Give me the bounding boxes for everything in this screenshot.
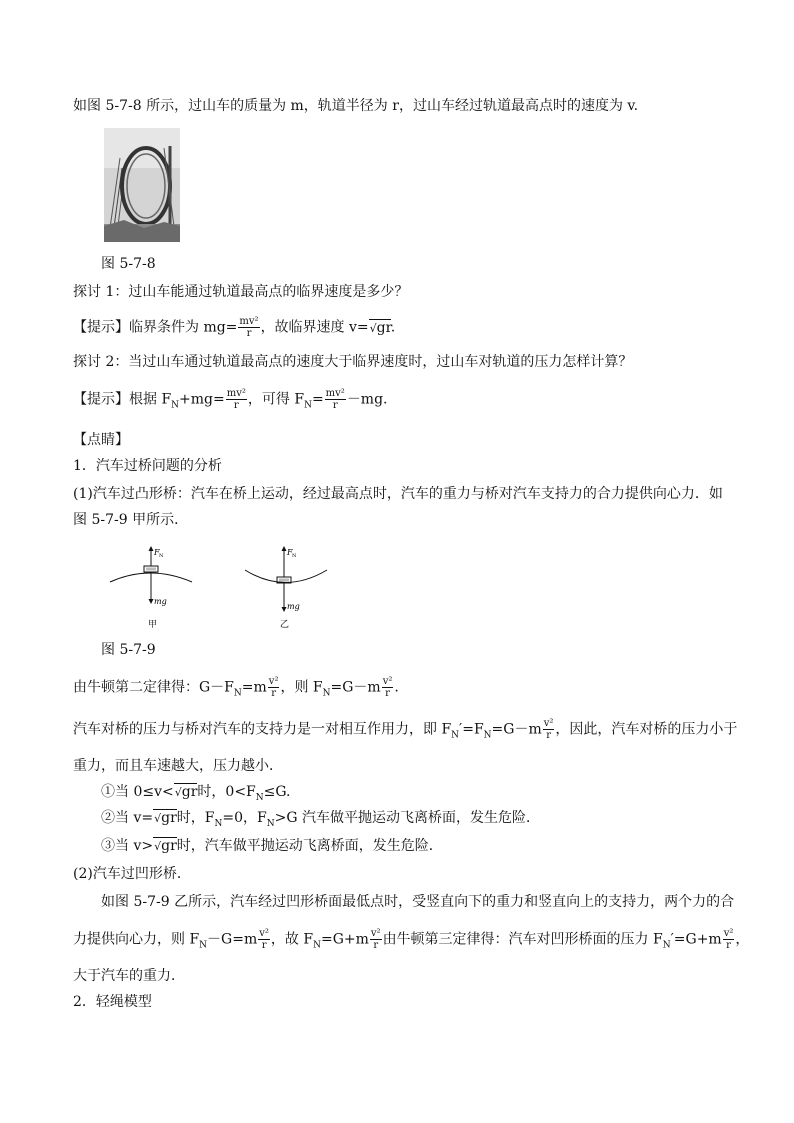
figure-caption: 图 5-7-8	[101, 256, 156, 272]
bridge-force-diagram	[100, 540, 340, 635]
hint-1: 【提示】临界条件为 mg= $\frac{\text{mv²}}{r}$ ，故临界速度 v=√gr.	[73, 316, 396, 339]
figure-caption-2: 图 5-7-9	[101, 642, 156, 658]
svg-text:甲: 甲	[148, 620, 158, 630]
case-3: ③当 v>√gr时，汽车做平抛运动飞离桥面，发生危险．	[101, 838, 443, 854]
section-2-title: (2)汽车过凹形桥．	[73, 866, 191, 882]
section-2-line-1: 如图 5-7-9 乙所示，汽车经过凹形桥面最低点时，受竖直向下的重力和竖直向上的支持力，两个力的合	[101, 894, 735, 910]
svg-text:F: F	[287, 548, 293, 557]
roller-coaster-photo	[104, 128, 180, 242]
svg-text:mg: mg	[154, 597, 167, 606]
svg-text:mg: mg	[287, 602, 300, 611]
section-1-line-1: (1)汽车过凸形桥：汽车在桥上运动，经过最高点时，汽车的重力与桥对汽车支持力的合力提供向心力．如	[73, 486, 723, 502]
case-2: ②当 v=√gr时，$F_N=0$，$F_N>G$ 汽车做平抛运动飞离桥面，发生危险．	[101, 810, 540, 829]
section-heading: 【点睛】	[73, 432, 129, 448]
heading-1: 1．汽车过桥问题的分析	[73, 458, 222, 474]
question-2: 探讨 2：当过山车通过轨道最高点的速度大于临界速度时，过山车对轨道的压力怎样计算？	[73, 354, 633, 370]
case-1: ①当 0≤v<√gr时，$0<F_N\le G$.	[101, 784, 291, 803]
section-2-line-2: 力提供向心力，则 $F_N-G=m$ $\frac{\text{v²}}{r}$ ，故 $F_N=G+m$ $\frac{\text{v²}}{r}$ 由牛顿第三定律得：汽车对凹形桥面的压力 $F_N'=G+m$ $\frac{\text{v²}}{r}$ ，	[73, 928, 750, 951]
svg-text:N: N	[292, 553, 297, 559]
question-1: 探讨 1：过山车能通过轨道最高点的临界速度是多少？	[73, 284, 409, 300]
hint-2: 【提示】根据 $F_N+mg=$ $\frac{\text{mv²}}{r}$ ，可得 $F_N=$ $\frac{\text{mv²}}{r}$ －mg.	[73, 388, 388, 411]
svg-text:N: N	[159, 553, 164, 559]
section-2-line-3: 大于汽车的重力．	[73, 968, 185, 984]
newton-equation: 由牛顿第二定律得：$G-F_N=m$ $\frac{\text{v²}}{r}$ ，则 $F_N=G-m$ $\frac{\text{v²}}{r}$ .	[73, 676, 399, 699]
heading-2: 2．轻绳模型	[73, 994, 152, 1010]
pressure-text-2: 重力，而且车速越大，压力越小．	[73, 758, 283, 774]
section-1-line-2: 图 5-7-9 甲所示．	[73, 512, 189, 528]
svg-text:乙: 乙	[280, 620, 290, 630]
pressure-text-1: 汽车对桥的压力与桥对汽车的支持力是一对相互作用力，即 $F_N'=F_N=G-m$ $\frac{\text{v²}}{r}$ ，因此，汽车对桥的压力小于	[73, 718, 738, 741]
intro-text: 如图 5-7-8 所示，过山车的质量为 m，轨道半径为 r，过山车经过轨道最高点时的速度为 v.	[73, 98, 639, 114]
svg-text:F: F	[154, 548, 160, 557]
